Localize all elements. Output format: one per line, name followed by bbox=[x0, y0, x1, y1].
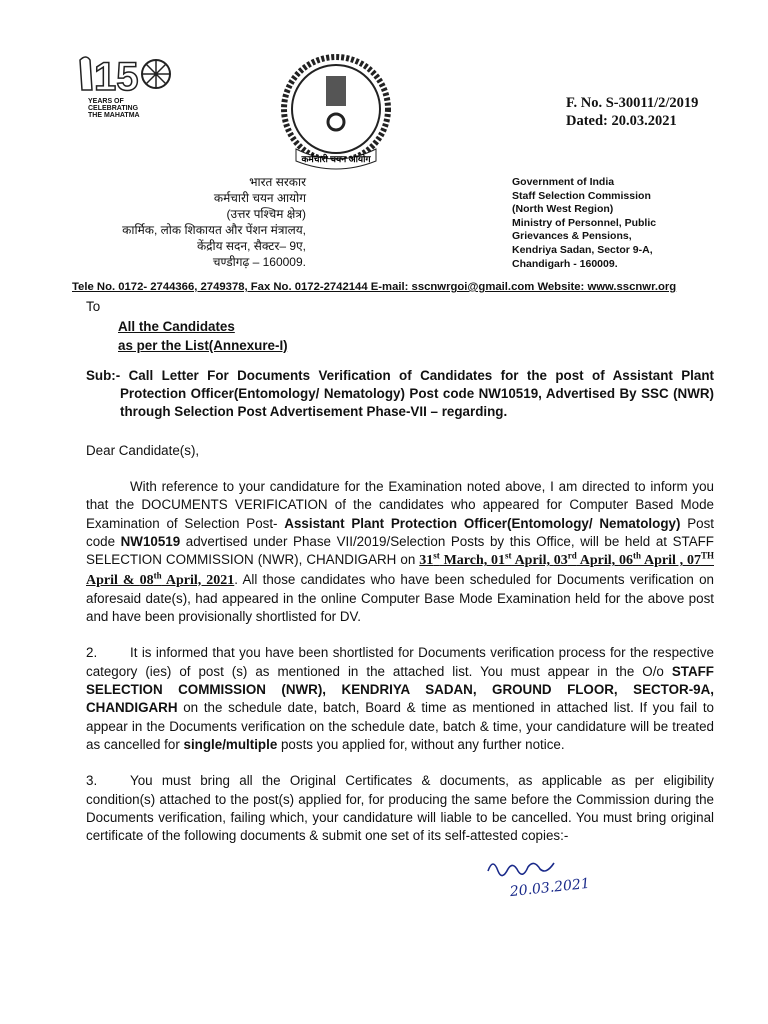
english-address bbox=[512, 176, 656, 271]
paragraph-2: 2. It is informed that you have been shortlisted for Documents verification process for the respective category (ies) of post (s) as mentioned in the attached list. You must appear in the O/o STAFF SELECTION COMMISSION (NWR), KENDRIYA SADAN, GROUND FLOOR, SECTOR-9A, CHANDIGARH on the schedule date, batch, Board & time as mentioned in attached list. If you fail to appear in the Documents verification on the schedule date, batch & time, your candidature will be treated as cancelled for single/multiple posts you applied for, without any further notice. bbox=[86, 645, 714, 752]
address-line: Ministry of Personnel, Public bbox=[512, 216, 657, 229]
address-line: Chandigarh - 160009. bbox=[512, 257, 618, 270]
address-line: (North West Region) bbox=[512, 203, 614, 216]
svg-text:15: 15 bbox=[94, 55, 139, 97]
to-label: To bbox=[86, 299, 101, 314]
signature bbox=[480, 851, 630, 901]
paragraph-3: 3. You must bring all the Original Certificates & documents, as applicable as per eligibility condition(s) attached to the post(s) applied for, for producing the same before the Commission during the Documents verification, failing which, your candidature will liable to be cancelled. You must bring original certificate of the following documents & submit one set of its self-attested copies:- bbox=[86, 773, 714, 844]
address-line: भारत सरकार bbox=[249, 175, 306, 189]
address-line: Kendriya Sadan, Sector 9-A, bbox=[512, 243, 653, 256]
gandhi-150-logo bbox=[72, 52, 182, 122]
subject: Sub:- Call Letter For Documents Verification of Candidates for the post of Assistant Plant Protection Officer(Entomology/ Nematology) Post code NW10519, Advertised By SSC (NWR) through Selection Post Advertisement Phase-VII – regarding. bbox=[86, 367, 714, 420]
address-line: चण्डीगढ़ – 160009. bbox=[212, 255, 306, 269]
addressee-line: All the Candidates bbox=[118, 319, 235, 335]
handwritten-signature bbox=[480, 851, 630, 901]
address-line: कर्मचारी चयन आयोग bbox=[213, 191, 306, 205]
file-number: F. No. S-30011/2/2019 bbox=[566, 95, 699, 111]
svg-text:कर्मचारी चयन आयोग: कर्मचारी चयन आयोग bbox=[301, 154, 371, 164]
address-line: कार्मिक, लोक शिकायत और पेंशन मंत्रालय, bbox=[122, 223, 306, 237]
address-line: Staff Selection Commission bbox=[512, 189, 651, 202]
address-line: (उत्तर पश्चिम क्षेत्र) bbox=[226, 207, 306, 221]
ssc-emblem-icon bbox=[276, 54, 396, 174]
ssc-emblem bbox=[276, 54, 396, 174]
address-line: Grievances & Pensions, bbox=[512, 230, 632, 243]
salutation: Dear Candidate(s), bbox=[86, 442, 200, 458]
recipient bbox=[86, 298, 714, 355]
hindi-address bbox=[86, 174, 306, 270]
address-line: Government of India bbox=[512, 176, 615, 188]
contact-line: Tele No. 0172- 2744366, 2749378, Fax No. 0172-2742144 E-mail: sscnwrgoi@gmail.com Website: www.sscnwr.org bbox=[72, 281, 677, 293]
file-reference bbox=[566, 94, 698, 130]
addressee-line: as per the List(Annexure-I) bbox=[118, 337, 288, 353]
address-line: केंद्रीय सदन, सैक्टर– 9ए, bbox=[196, 239, 306, 253]
file-date: Dated: 20.03.2021 bbox=[566, 113, 677, 129]
letter-body bbox=[86, 298, 714, 901]
gandhi-150-logo-icon bbox=[72, 52, 182, 97]
dv-dates: 31st March, 01st April, 03rd April, 06th April , 07TH April & 08th April, 2021 bbox=[86, 550, 714, 588]
svg-text:20.03.2021: 20.03.2021 bbox=[509, 876, 591, 901]
paragraph-1: With reference to your candidature for the Examination noted above, I am directed to inform you that the DOCUMENTS VERIFICATION of the candidates who appeared for Computer Based Mode Examination of Selection Post- Assistant Plant Protection Officer(Entomology/ Nematology) Post code NW10519 advertised under Phase VII/2019/Selection Posts by this Office, will be held at STAFF SELECTION COMMISSION (NWR), CHANDIGARH on 31st March, 01st April, 03rd April, 06th April , 07TH April & 08th April, 2021. All those candidates who have been scheduled for Documents verification on aforesaid date(s), had appeared in the online Computer Base Mode Examination held for the above post and have been provisionally shortlisted for DV. bbox=[86, 479, 714, 625]
logo-caption: YEARS OF CELEBRATING THE MAHATMA bbox=[88, 98, 140, 119]
